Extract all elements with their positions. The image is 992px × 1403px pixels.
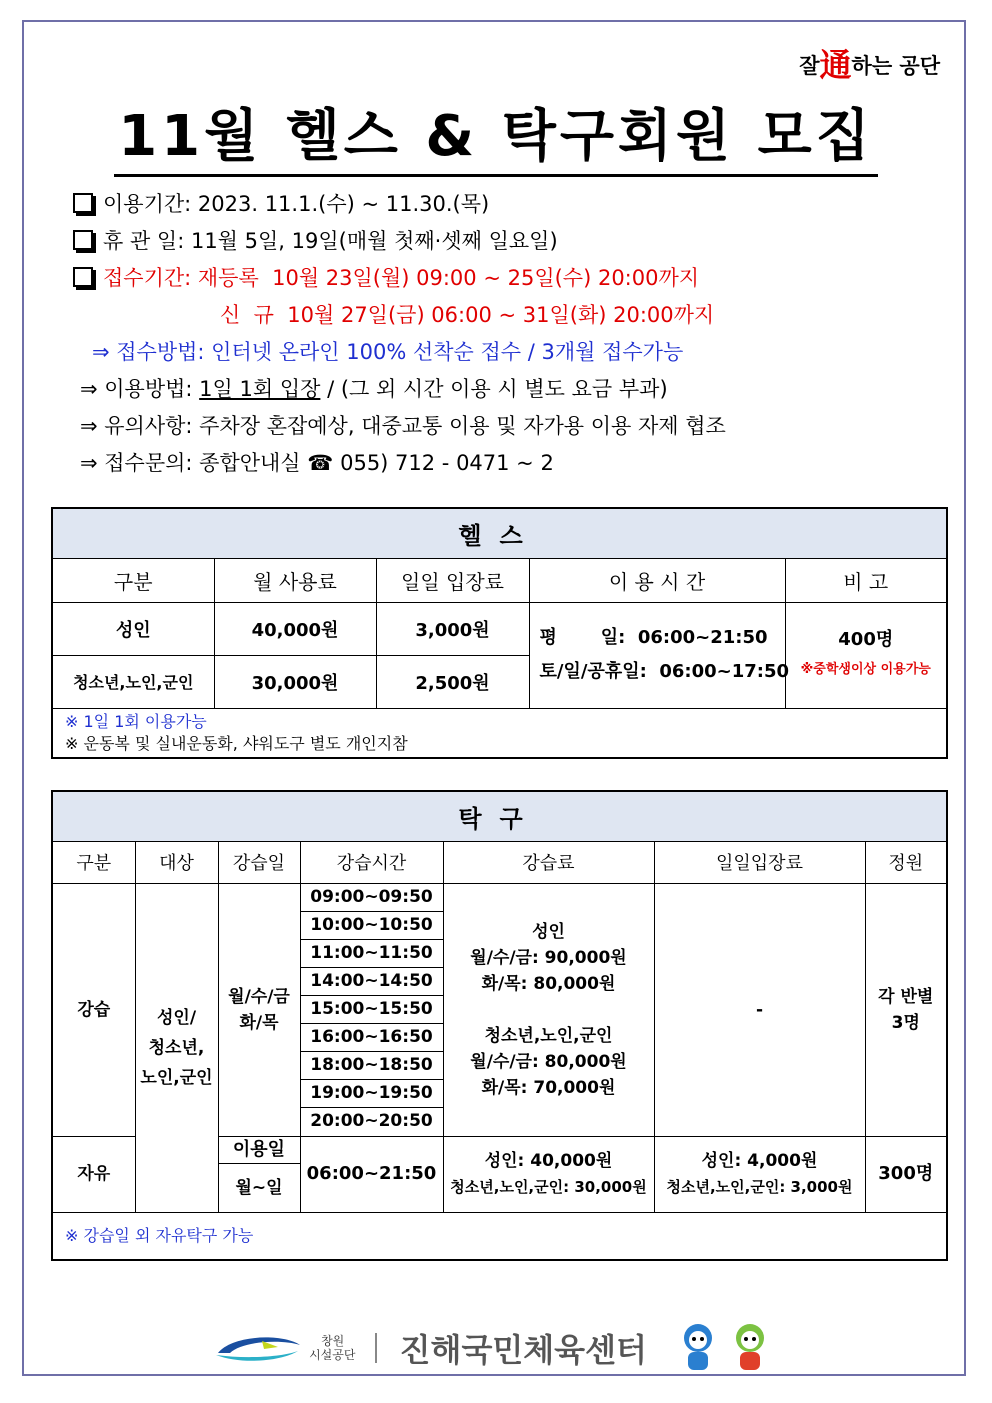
org-logo-icon	[212, 1331, 304, 1365]
gym-col-hours: 이 용 시 간	[529, 558, 785, 602]
info-contact: ⇒ 접수문의: 종합안내실 ☎ 055) 712 - 0471 ~ 2	[80, 451, 554, 475]
checkbox-icon	[73, 230, 93, 250]
gym-capacity: 400명 ※중학생이상 이용가능	[785, 602, 947, 708]
page-title: 11월 헬스 & 탁구회원 모집	[0, 92, 992, 177]
tt-times	[300, 883, 443, 1136]
tt-lesson-days: 월/수/금 화/목	[218, 883, 300, 1136]
info-registration-new: 신 규 10월 27일(금) 06:00 ~ 31일(화) 20:00까지	[220, 303, 715, 327]
gym-row-type: 청소년,노인,군인	[52, 655, 214, 708]
tt-header: 탁구	[52, 791, 947, 841]
tt-col-fee: 강습료	[443, 841, 654, 883]
tt-free-capacity: 300명	[865, 1136, 947, 1212]
tt-col-time: 강습시간	[300, 841, 443, 883]
info-registration: 접수기간: 재등록 10월 23일(월) 09:00 ~ 25일(수) 20:00까지	[70, 260, 726, 297]
tt-time-slot: 10:00~10:50	[301, 912, 443, 940]
gym-col-monthly: 월 사용료	[214, 558, 376, 602]
info-method: ⇒ 접수방법: 인터넷 온라인 100% 선착순 접수 / 3개월 접수가능	[92, 340, 684, 364]
tt-lesson-daily: -	[654, 883, 865, 1136]
tt-time-slot: 09:00~09:50	[301, 884, 443, 912]
mascot-icon	[670, 1320, 780, 1376]
tt-lesson-type: 강습	[52, 883, 135, 1136]
tt-col-target: 대상	[135, 841, 218, 883]
tt-time-slot: 18:00~18:50	[301, 1052, 443, 1080]
checkbox-icon	[73, 193, 93, 213]
tt-time-slot: 19:00~19:50	[301, 1080, 443, 1108]
tt-free-time: 06:00~21:50	[300, 1136, 443, 1212]
table-tennis-table	[51, 790, 948, 1261]
gym-row-type: 성인	[52, 602, 214, 655]
tt-time-slot: 14:00~14:50	[301, 968, 443, 996]
gym-header: 헬스	[52, 508, 947, 558]
org-logo-text: 창원 시설공단	[309, 1334, 356, 1362]
gym-col-daily: 일일 입장료	[376, 558, 529, 602]
tt-col-capacity: 정원	[865, 841, 947, 883]
slogan: 잘通하는 공단	[799, 46, 940, 84]
tt-lesson-capacity: 각 반별 3명	[865, 883, 947, 1136]
tt-time-slot: 16:00~16:50	[301, 1024, 443, 1052]
tt-target: 성인/ 청소년, 노인,군인	[135, 883, 218, 1212]
center-name: 진해국민체육센터	[399, 1331, 647, 1369]
footer	[0, 1320, 992, 1376]
info-period: 이용기간: 2023. 11.1.(수) ~ 11.30.(목)	[70, 186, 726, 223]
gym-notes: ※ 1일 1회 이용가능 ※ 운동복 및 실내운동화, 샤워도구 별도 개인지참	[52, 708, 947, 758]
tt-col-daily: 일일입장료	[654, 841, 865, 883]
tt-free-fee: 성인: 40,000원 청소년,노인,군인: 30,000원	[443, 1136, 654, 1212]
gym-row-daily: 2,500원	[376, 655, 529, 708]
tt-free-daily: 성인: 4,000원 청소년,노인,군인: 3,000원	[654, 1136, 865, 1212]
tt-time-slot: 20:00~20:50	[310, 1110, 433, 1131]
info-section	[70, 186, 726, 482]
gym-row-monthly: 40,000원	[214, 602, 376, 655]
tt-free-type: 자유	[52, 1136, 135, 1212]
tt-lesson-fee: 성인 월/수/금: 90,000원 화/목: 80,000원 청소년,노인,군인 월/수/금: 80,000원 화/목: 70,000원	[443, 883, 654, 1136]
info-usage: ⇒ 이용방법: 1일 1회 입장 / (그 외 시간 이용 시 별도 요금 부과)	[80, 377, 668, 401]
gym-col-remarks: 비 고	[785, 558, 947, 602]
gym-table	[51, 507, 948, 759]
tt-free-days: 이용일 월~일	[218, 1136, 300, 1212]
tt-note: ※ 강습일 외 자유탁구 가능	[52, 1212, 947, 1260]
gym-row-monthly: 30,000원	[214, 655, 376, 708]
gym-hours: 평 일: 06:00~21:50 토/일/공휴일: 06:00~17:50	[529, 602, 785, 708]
checkbox-icon	[73, 267, 93, 287]
gym-row-daily: 3,000원	[376, 602, 529, 655]
info-closed: 휴 관 일: 11월 5일, 19일(매월 첫째·셋째 일요일)	[70, 223, 726, 260]
tt-col-days: 강습일	[218, 841, 300, 883]
divider	[375, 1333, 377, 1363]
tt-time-slot: 11:00~11:50	[301, 940, 443, 968]
tt-col-type: 구분	[52, 841, 135, 883]
gym-col-type: 구분	[52, 558, 214, 602]
tt-time-slot: 15:00~15:50	[301, 996, 443, 1024]
info-caution: ⇒ 유의사항: 주차장 혼잡예상, 대중교통 이용 및 자가용 이용 자제 협조	[80, 414, 726, 438]
